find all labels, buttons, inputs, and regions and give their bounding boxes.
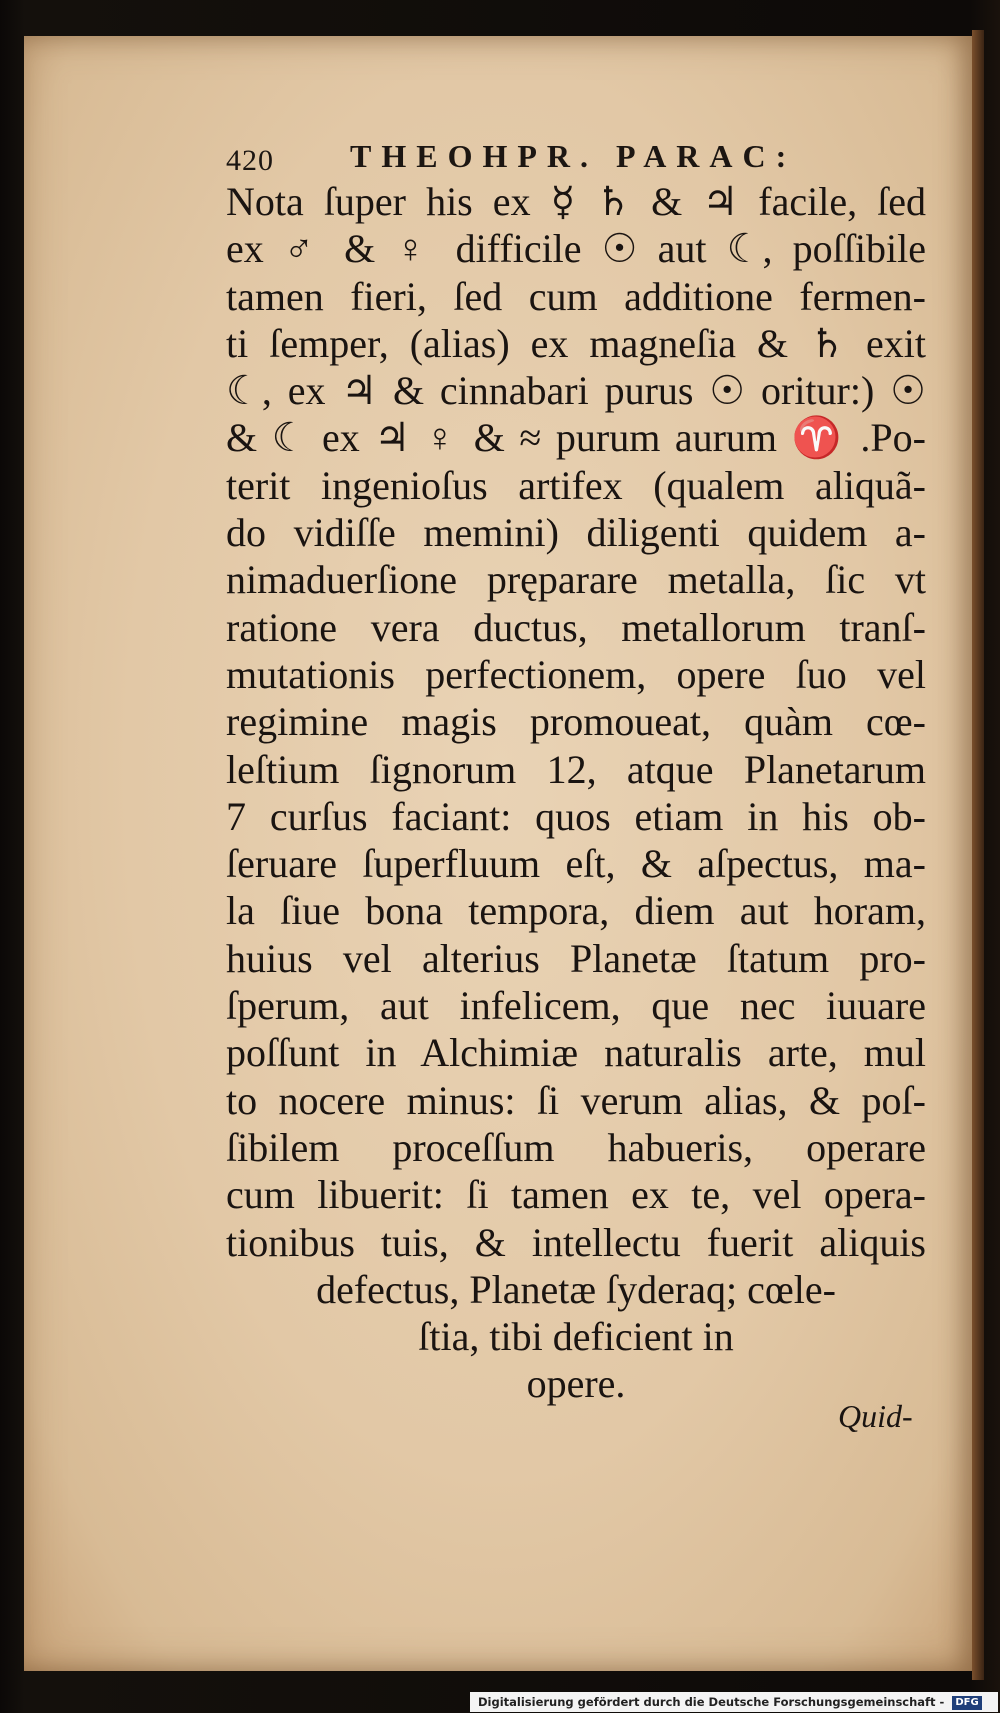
text-line: tamen fieri, ſed cum additione fermen- xyxy=(226,273,926,319)
text-line: ſibilem proceſſum habueris, operare xyxy=(226,1124,926,1170)
text-line: poſſunt in Alchimiæ naturalis arte, mul xyxy=(226,1030,926,1076)
text-line: la ſiue bona tempora, diem aut horam, xyxy=(226,888,926,934)
page-edge xyxy=(972,30,984,1680)
digitization-footer xyxy=(470,1692,998,1712)
text-line: tionibus tuis, & intellectu fuerit aliquis xyxy=(226,1219,926,1265)
text-line: Nota ſuper his ex ☿ ♄ & ♃ facile, ſed xyxy=(226,179,926,224)
text-line: ratione vera ductus, metallorum tranſ- xyxy=(226,604,926,650)
text-line: opere. xyxy=(526,1361,626,1407)
text-line: ſperum, aut infelicem, que nec iuuare xyxy=(226,983,926,1029)
text-line: huius vel alterius Planetæ ſtatum pro- xyxy=(226,935,926,981)
dfg-logo: DFG xyxy=(952,1696,981,1710)
text-line: do vidiſſe memini) diligenti quidem a- xyxy=(226,510,926,556)
text-line: ☾, ex ♃ & cinnabari purus ☉ oritur:) ☉ xyxy=(226,368,926,414)
text-line: ſeruare ſuperfluum eſt, & aſpectus, ma- xyxy=(226,841,926,887)
text-line: ti ſemper, (alias) ex magneſia & ♄ exit xyxy=(226,320,926,366)
catchword: Quid- xyxy=(838,1398,913,1434)
text-line: 7 curſus faciant: quos etiam in his ob- xyxy=(226,793,926,839)
text-line: defectus, Planetæ ſyderaq; cœle- xyxy=(316,1266,836,1312)
text-line: & ☾ ex ♃ ♀ & ≈ purum aurum ♈ .Po- xyxy=(226,415,926,461)
text-line: mutationis perfectionem, opere ſuo vel xyxy=(226,651,926,697)
text-line: terit ingenioſus artifex (qualem aliquã- xyxy=(226,462,926,508)
footer-text: Digitalisierung gefördert durch die Deutsche Forschungsgemeinschaft - xyxy=(478,1695,945,1709)
body-text xyxy=(226,178,926,1408)
text-line: regimine magis promoueat, quàm cœ- xyxy=(226,699,926,745)
text-line: leſtium ſignorum 12, atque Planetarum xyxy=(226,746,926,792)
running-head: THEOHPR. PARAC: xyxy=(350,138,797,174)
text-line: ſtia, tibi deficient in xyxy=(418,1314,734,1360)
text-line: nimaduerſione pręparare metalla, ſic vt xyxy=(226,557,926,603)
page-number: 420 xyxy=(226,144,274,177)
text-line: ex ♂ & ♀ difficile ☉ aut ☾, poſſibile xyxy=(226,226,926,272)
text-line: to nocere minus: ſi verum alias, & poſ- xyxy=(226,1077,926,1123)
page-header xyxy=(226,138,926,182)
text-line: cum libuerit: ſi tamen ex te, vel opera- xyxy=(226,1172,926,1218)
